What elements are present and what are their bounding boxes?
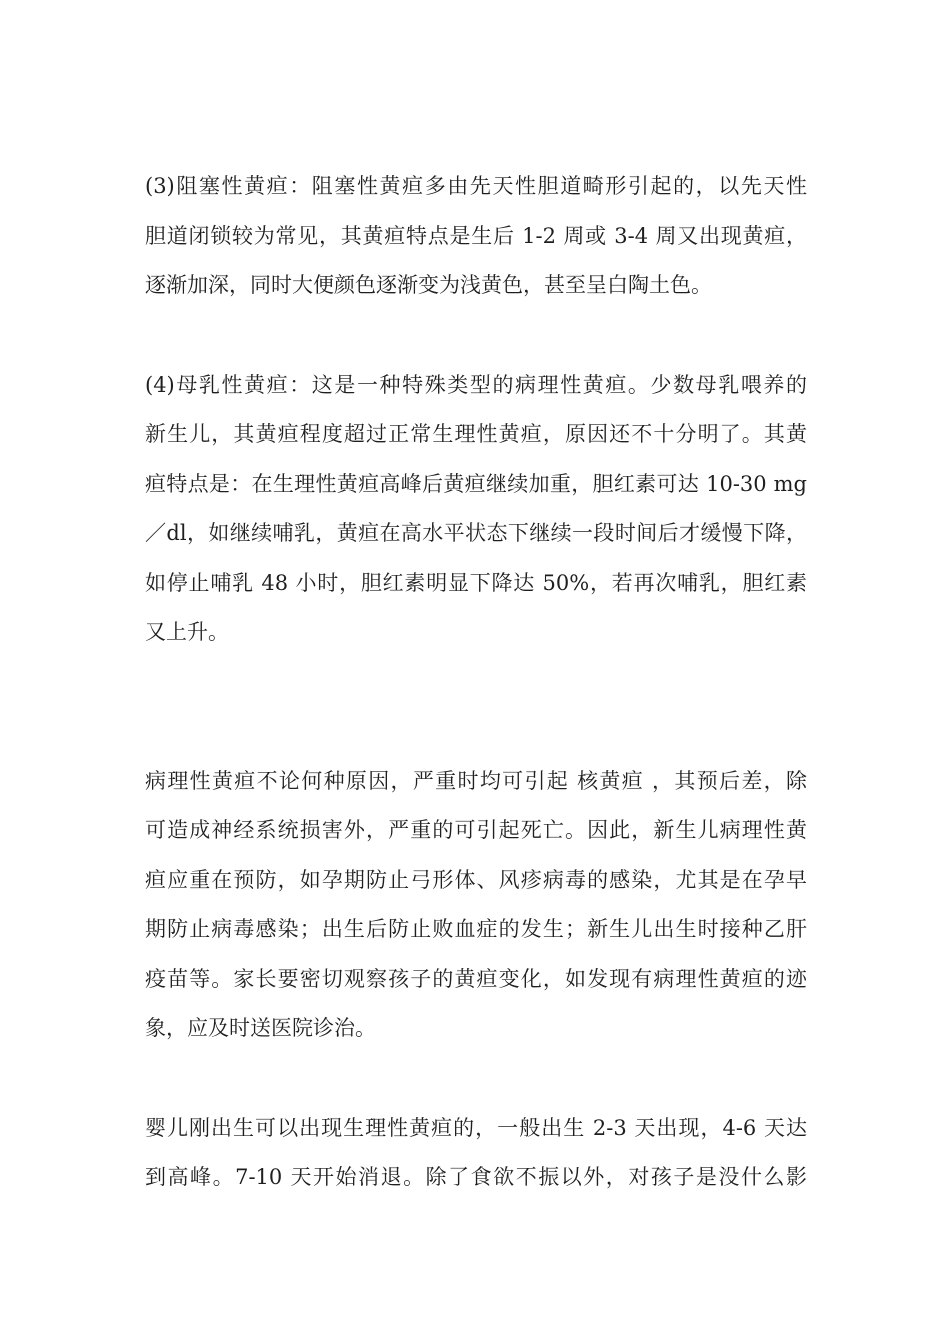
document-body xyxy=(145,162,807,1203)
paragraph-spacer xyxy=(145,311,807,361)
text-line: 逐渐加深，同时大便颜色逐渐变为浅黄色，甚至呈白陶土色。 xyxy=(145,273,712,297)
text-line: 如停止哺乳 48 小时，胆红素明显下降达 50%，若再次哺乳，胆红素 xyxy=(145,570,807,595)
text-line: ／dl，如继续哺乳，黄疸在高水平状态下继续一段时间后才缓慢下降， xyxy=(145,521,807,545)
text-line: 疸应重在预防，如孕期防止弓形体、风疹病毒的感染，尤其是在孕早 xyxy=(145,867,807,892)
text-line: 病理性黄疸不论何种原因，严重时均可引起 核黄疸 ，其预后差，除 xyxy=(145,768,807,793)
text-line: 疸特点是：在生理性黄疸高峰后黄疸继续加重，胆红素可达 10-30 mg xyxy=(145,471,807,496)
paragraph-pathological-jaundice-prevention xyxy=(145,757,807,1054)
text-line: (3)阻塞性黄疸：阻塞性黄疸多由先天性胆道畸形引起的，以先天性 xyxy=(145,174,807,198)
text-line: 胆道闭锁较为常见，其黄疸特点是生后 1-2 周或 3-4 周又出现黄疸， xyxy=(145,223,807,248)
text-line: 可造成神经系统损害外，严重的可引起死亡。因此，新生儿病理性黄 xyxy=(145,818,807,842)
text-line: 到高峰。7-10 天开始消退。除了食欲不振以外，对孩子是没什么影 xyxy=(145,1165,807,1189)
text-line: (4)母乳性黄疸：这是一种特殊类型的病理性黄疸。少数母乳喂养的 xyxy=(145,372,807,397)
paragraph-breast-milk-jaundice xyxy=(145,361,807,658)
paragraph-spacer xyxy=(145,1054,807,1104)
paragraph-spacer xyxy=(145,658,807,757)
text-line: 又上升。 xyxy=(145,620,229,644)
text-line: 象，应及时送医院诊治。 xyxy=(145,1016,376,1040)
text-line: 疫苗等。家长要密切观察孩子的黄疸变化，如发现有病理性黄疸的迹 xyxy=(145,966,807,991)
text-line: 新生儿，其黄疸程度超过正常生理性黄疸，原因还不十分明了。其黄 xyxy=(145,422,807,446)
text-line: 期防止病毒感染；出生后防止败血症的发生；新生儿出生时接种乙肝 xyxy=(145,917,807,941)
paragraph-obstructive-jaundice xyxy=(145,162,807,311)
paragraph-physiological-jaundice xyxy=(145,1104,807,1203)
text-line: 婴儿刚出生可以出现生理性黄疸的，一般出生 2-3 天出现，4-6 天达 xyxy=(145,1115,807,1140)
